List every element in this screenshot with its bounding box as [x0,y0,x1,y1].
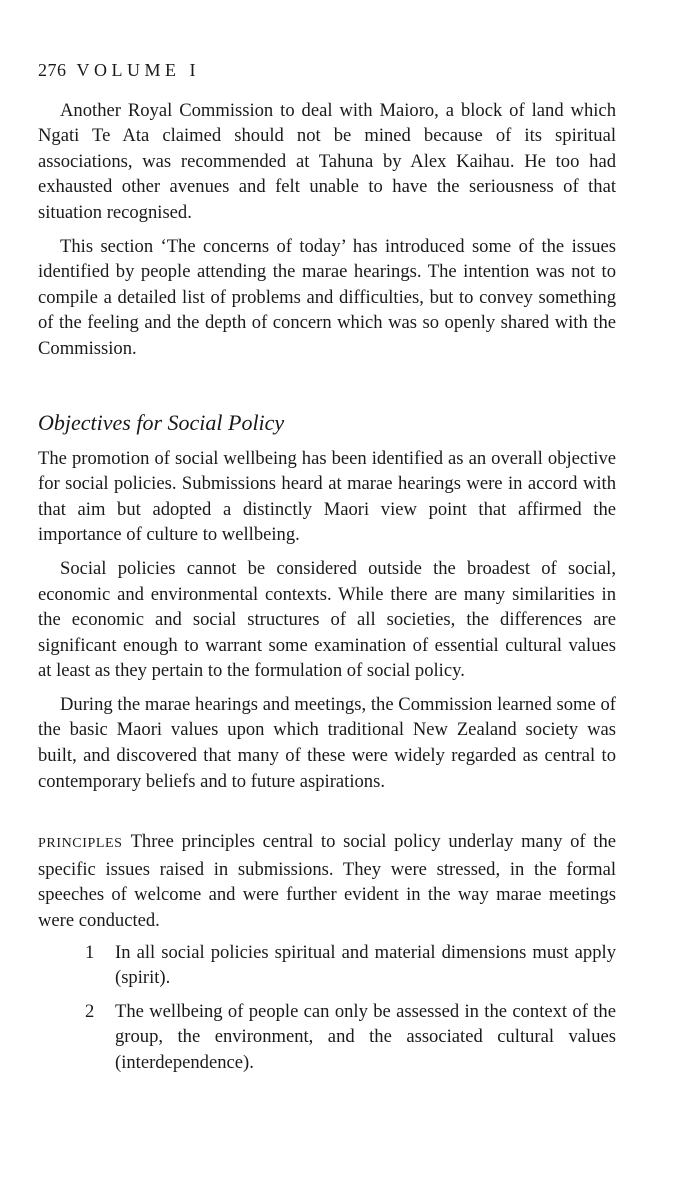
page-number: 276 [38,60,67,80]
intro-paragraph-1: Another Royal Commission to deal with Maioro, a block of land which Ngati Te Ata claimed should not be mined because of its spiritual associations, was recommended at Tahuna by Alex Kaihau. He too had exhausted other avenues and felt unable to have the seriousness of that situation recognised. [38,99,616,223]
list-item [38,999,616,1076]
list-item-number: 2 [85,1000,95,1022]
principles-paragraph [38,829,616,933]
volume-label: VOLUME I [76,60,200,80]
running-head [38,58,616,84]
list-item-text: The wellbeing of people can only be assessed in the context of the group, the environment, and the associated cultural values (interdependence). [115,1000,616,1073]
intro-paragraph-2: This section ‘The concerns of today’ has introduced some of the issues identified by people attending the marae hearings. The intention was not to compile a detailed list of problems and difficulties, but to convey something of the feeling and the depth of concern which was so openly shared with the Commission. [38,235,616,359]
principles-text: Three principles central to social policy underlay many of the specific issues raised in submissions. They were stressed, in the formal speeches of welcome and were further evident in the way marae meetings were conducted. [38,831,616,932]
principles-list [38,940,616,1076]
principles-label: PRINCIPLES [38,836,123,852]
list-item-text: In all social policies spiritual and material dimensions must apply (spirit). [115,941,616,989]
document-page [38,58,616,1084]
section-paragraph-1: The promotion of social wellbeing has been identified as an overall objective for social policies. Submissions heard at marae hearings were in accord with that aim but adopted a distinctly Maori view point that affirmed the importance of culture to wellbeing. [38,447,616,546]
section-paragraph-2: Social policies cannot be considered outside the broadest of social, economic and environmental contexts. While there are many similarities in the economic and social structures of all societies, the differences are significant enough to warrant some examination of essential cultural values at least as they pertain to the formulation of social policy. [38,557,616,682]
list-item [38,940,616,991]
section-heading: Objectives for Social Policy [38,409,285,435]
list-item-number: 1 [85,941,95,963]
section-paragraph-3: During the marae hearings and meetings, the Commission learned some of the basic Maori values upon which traditional New Zealand society was built, and discovered that many of these were widely regarded as central to contemporary beliefs and to future aspirations. [38,693,616,792]
